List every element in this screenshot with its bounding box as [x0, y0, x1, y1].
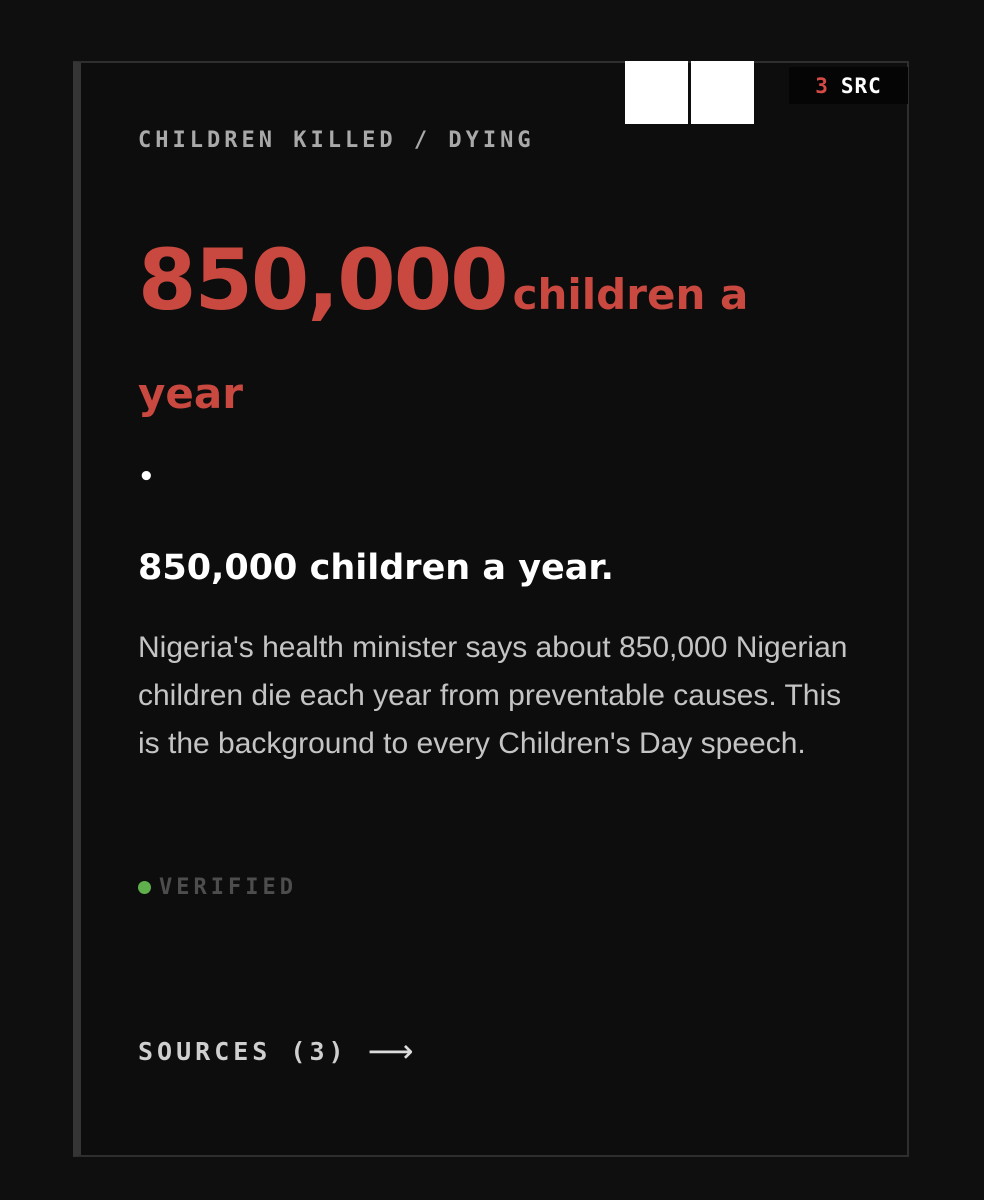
sources-link-label: SOURCES (3): [138, 1036, 348, 1066]
image-placeholder-right: [691, 61, 754, 124]
headline-unit: children a year: [138, 270, 749, 418]
sources-link[interactable]: [138, 1032, 413, 1070]
source-count-badge[interactable]: [789, 67, 908, 104]
arrow-right-icon: ⟶: [367, 1032, 414, 1070]
headline-number: 850,000: [138, 231, 507, 329]
bullet-dot: •: [138, 462, 155, 492]
category-label: CHILDREN KILLED / DYING: [138, 128, 535, 153]
image-placeholder-left: [625, 61, 688, 124]
source-count: 3: [815, 73, 829, 98]
claim-title: 850,000 children a year.: [138, 548, 614, 588]
status-dot-icon: [138, 881, 151, 894]
headline-stat: [138, 231, 858, 448]
verification-status: [138, 875, 297, 900]
status-label: VERIFIED: [159, 875, 297, 900]
source-badge-label: SRC: [840, 73, 882, 98]
claim-description: Nigeria's health minister says about 850,000 Nigerian children die each year from preventable causes. This is the background to every Children's Day speech.: [138, 631, 848, 760]
fact-card: [73, 61, 909, 1157]
